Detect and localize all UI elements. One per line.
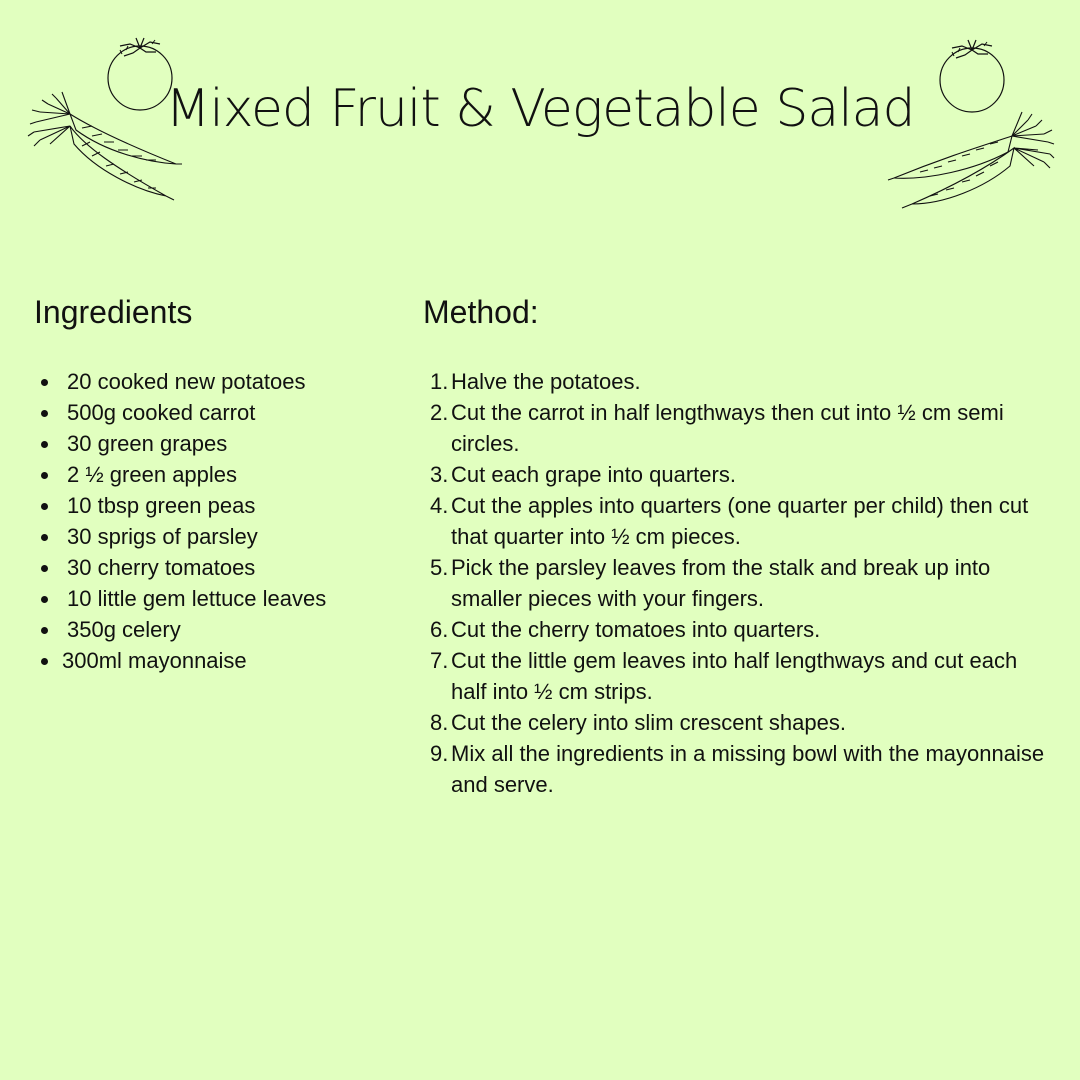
- ingredient-text: 10 little gem lettuce leaves: [67, 586, 327, 611]
- ingredient-item: [36, 490, 326, 521]
- step-text: Cut the little gem leaves into half lengthways and cut each half into ½ cm strips.: [451, 648, 1018, 704]
- step-text: Cut the celery into slim crescent shapes.: [451, 710, 846, 735]
- page-title: Mixed Fruit & Vegetable Salad: [165, 79, 915, 139]
- bullet-icon: [41, 472, 48, 479]
- ingredient-text: 20 cooked new potatoes: [67, 369, 306, 394]
- step-text: Mix all the ingredients in a missing bowl with the mayonnaise and serve.: [451, 741, 1045, 797]
- ingredient-text: 10 tbsp green peas: [67, 493, 256, 518]
- bullet-icon: [41, 410, 48, 417]
- ingredient-text: 350g celery: [67, 617, 181, 642]
- bullet-icon: [41, 565, 48, 572]
- bullet-icon: [41, 627, 48, 634]
- step-number: 1.: [430, 369, 449, 394]
- bullet-icon: [41, 534, 48, 541]
- ingredient-text: 500g cooked carrot: [67, 400, 256, 425]
- ingredient-item: [36, 521, 326, 552]
- method-heading: Method:: [423, 294, 539, 330]
- ingredient-item: [36, 614, 326, 645]
- ingredient-item: [36, 645, 326, 676]
- ingredient-text: 30 green grapes: [67, 431, 228, 456]
- step-text: Cut the carrot in half lengthways then cut into ½ cm semi circles.: [451, 400, 1004, 456]
- step-text: Cut the apples into quarters (one quarter per child) then cut that quarter into ½ cm pieces.: [451, 493, 1029, 549]
- method-step: [426, 614, 1046, 645]
- tomato-illustration-right: [932, 38, 1012, 118]
- bullet-icon: [41, 596, 48, 603]
- ingredients-list: [36, 366, 326, 676]
- method-list: [426, 366, 1046, 800]
- ingredient-text: 300ml mayonnaise: [62, 648, 247, 673]
- method-step: [426, 397, 1046, 459]
- method-step: [426, 459, 1046, 490]
- method-step: [426, 707, 1046, 738]
- method-step: [426, 366, 1046, 397]
- ingredient-item: [36, 366, 326, 397]
- method-step: [426, 490, 1046, 552]
- step-number: 3.: [430, 462, 449, 487]
- method-step: [426, 552, 1046, 614]
- step-text: Cut each grape into quarters.: [451, 462, 736, 487]
- step-number: 8.: [430, 710, 449, 735]
- ingredient-text: 2 ½ green apples: [67, 462, 238, 487]
- ingredient-item: [36, 397, 326, 428]
- step-number: 2.: [430, 400, 449, 425]
- ingredient-item: [36, 552, 326, 583]
- ingredients-heading: Ingredients: [34, 294, 193, 330]
- ingredient-text: 30 cherry tomatoes: [67, 555, 256, 580]
- step-number: 7.: [430, 648, 449, 673]
- step-number: 4.: [430, 493, 449, 518]
- step-number: 5.: [430, 555, 449, 580]
- step-number: 9.: [430, 741, 449, 766]
- ingredient-item: [36, 459, 326, 490]
- bullet-icon: [41, 658, 48, 665]
- method-step: [426, 738, 1046, 800]
- step-text: Halve the potatoes.: [451, 369, 641, 394]
- step-text: Cut the cherry tomatoes into quarters.: [451, 617, 821, 642]
- bullet-icon: [41, 441, 48, 448]
- bullet-icon: [41, 379, 48, 386]
- ingredient-item: [36, 583, 326, 614]
- step-number: 6.: [430, 617, 449, 642]
- bullet-icon: [41, 503, 48, 510]
- method-step: [426, 645, 1046, 707]
- ingredient-text: 30 sprigs of parsley: [67, 524, 258, 549]
- ingredient-item: [36, 428, 326, 459]
- step-text: Pick the parsley leaves from the stalk and break up into smaller pieces with your fingers.: [451, 555, 991, 611]
